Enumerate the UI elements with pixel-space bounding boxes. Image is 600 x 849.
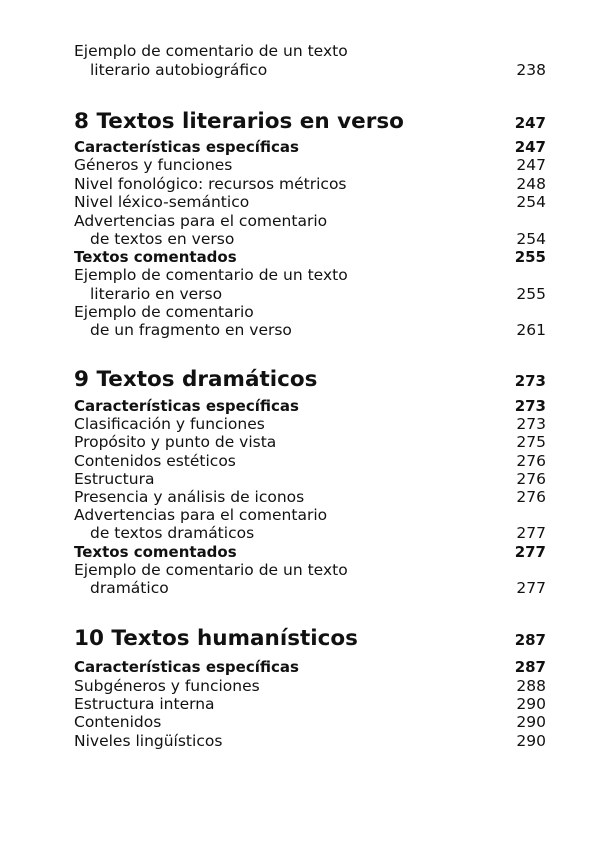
entry-page: 277 xyxy=(516,579,546,597)
toc-entry xyxy=(74,433,546,451)
section-heading xyxy=(74,248,546,266)
entry-title: Géneros y funciones xyxy=(74,156,233,174)
section-page: 247 xyxy=(514,138,546,156)
entry-title: de textos dramáticos xyxy=(90,524,255,542)
entry-title: Estructura interna xyxy=(74,695,215,713)
entry-page: 288 xyxy=(516,677,546,695)
toc-entry xyxy=(74,506,546,524)
section-page: 287 xyxy=(514,658,546,676)
entry-page: 255 xyxy=(516,285,546,303)
entry-page: 254 xyxy=(516,193,546,211)
entry-title: Propósito y punto de vista xyxy=(74,433,277,451)
entry-title: Ejemplo de comentario de un texto xyxy=(74,561,348,579)
chapter-page: 247 xyxy=(514,114,546,132)
section-heading xyxy=(74,658,546,676)
entry-page: 276 xyxy=(516,452,546,470)
toc-entry xyxy=(74,193,546,211)
entry-title: Contenidos xyxy=(74,713,162,731)
chapter-heading xyxy=(74,367,546,394)
chapter-title: 8 Textos literarios en verso xyxy=(74,109,404,134)
entry-page: 261 xyxy=(516,321,546,339)
entry-page: 254 xyxy=(516,230,546,248)
toc-entry xyxy=(74,677,546,695)
entry-page: 276 xyxy=(516,488,546,506)
toc-entry xyxy=(74,415,546,433)
toc-entry xyxy=(74,230,546,248)
chapter-page: 287 xyxy=(514,631,546,649)
toc-entry xyxy=(74,470,546,488)
section-title: Características específicas xyxy=(74,397,299,415)
entry-page: 290 xyxy=(516,732,546,750)
entry-title: Advertencias para el comentario xyxy=(74,212,328,230)
toc-entry xyxy=(74,303,546,321)
entry-page: 290 xyxy=(516,713,546,731)
toc-entry xyxy=(74,266,546,284)
toc-entry xyxy=(74,732,546,750)
toc-entry xyxy=(74,695,546,713)
entry-page: 276 xyxy=(516,470,546,488)
entry-title: dramático xyxy=(90,579,169,597)
entry-title: Presencia y análisis de iconos xyxy=(74,488,305,506)
entry-page: 275 xyxy=(516,433,546,451)
entry-title: Nivel léxico-semántico xyxy=(74,193,250,211)
section-heading xyxy=(74,397,546,415)
toc-entry xyxy=(74,175,546,193)
entry-title: Subgéneros y funciones xyxy=(74,677,260,695)
entry-title: Ejemplo de comentario de un texto xyxy=(74,266,348,284)
chapter-heading xyxy=(74,626,546,653)
toc-entry xyxy=(74,579,546,597)
section-title: Textos comentados xyxy=(74,248,237,266)
entry-title: Contenidos estéticos xyxy=(74,452,236,470)
entry-title: Ejemplo de comentario xyxy=(74,303,254,321)
entry-page: 273 xyxy=(516,415,546,433)
toc-entry xyxy=(74,321,546,339)
section-page: 277 xyxy=(514,543,546,561)
section-title: Características específicas xyxy=(74,658,299,676)
toc-entry xyxy=(74,488,546,506)
toc-entry xyxy=(74,42,546,60)
toc-entry xyxy=(74,561,546,579)
section-title: Textos comentados xyxy=(74,543,237,561)
entry-page: 248 xyxy=(516,175,546,193)
chapter-page: 273 xyxy=(514,372,546,390)
toc-entry xyxy=(74,156,546,174)
entry-page: 238 xyxy=(516,61,546,79)
entry-title: Estructura xyxy=(74,470,155,488)
section-heading xyxy=(74,543,546,561)
entry-page: 247 xyxy=(516,156,546,174)
entry-title: literario autobiográfico xyxy=(90,61,268,79)
chapter-title: 9 Textos dramáticos xyxy=(74,367,318,392)
toc-entry xyxy=(74,713,546,731)
section-page: 273 xyxy=(514,397,546,415)
section-heading xyxy=(74,138,546,156)
entry-title: de un fragmento en verso xyxy=(90,321,292,339)
toc-entry xyxy=(74,212,546,230)
entry-title: de textos en verso xyxy=(90,230,235,248)
chapter-title: 10 Textos humanísticos xyxy=(74,626,358,651)
chapter-heading xyxy=(74,109,546,136)
entry-page: 290 xyxy=(516,695,546,713)
entry-title: Clasificación y funciones xyxy=(74,415,265,433)
entry-title: Ejemplo de comentario de un texto xyxy=(74,42,348,60)
toc-entry xyxy=(74,61,546,79)
entry-page: 277 xyxy=(516,524,546,542)
entry-title: Advertencias para el comentario xyxy=(74,506,328,524)
entry-title: Niveles lingüísticos xyxy=(74,732,223,750)
toc-entry xyxy=(74,285,546,303)
entry-title: Nivel fonológico: recursos métricos xyxy=(74,175,347,193)
entry-title: literario en verso xyxy=(90,285,223,303)
toc-entry xyxy=(74,524,546,542)
section-title: Características específicas xyxy=(74,138,299,156)
section-page: 255 xyxy=(514,248,546,266)
toc-entry xyxy=(74,452,546,470)
